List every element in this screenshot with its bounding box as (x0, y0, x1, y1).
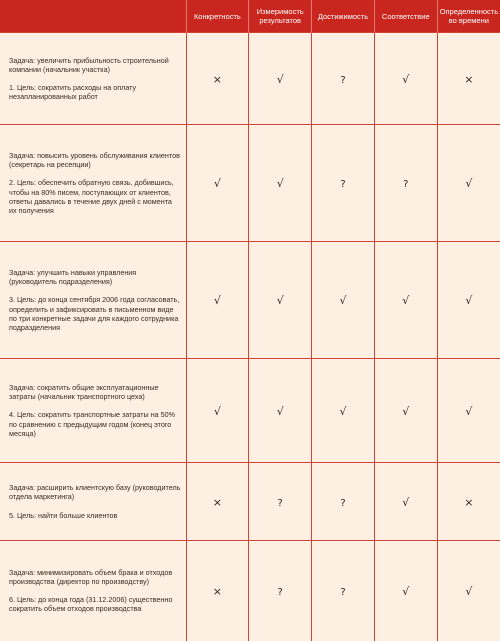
table-row (0, 242, 500, 359)
table-row (0, 463, 500, 541)
mark-cell (249, 463, 312, 541)
mark-question: ? (340, 586, 346, 598)
mark-cell (312, 541, 375, 641)
mark-cell (374, 541, 437, 641)
goal-text: 5. Цель: найти больше клиентов (9, 510, 118, 520)
mark-cell (374, 33, 437, 125)
mark-cell (437, 463, 500, 541)
mark-cell (312, 33, 375, 125)
mark-check: √ (339, 404, 347, 418)
task-cell (0, 125, 186, 242)
mark-cell (186, 463, 249, 541)
mark-cell (186, 33, 249, 125)
mark-cross: × (212, 495, 222, 509)
task-cell (0, 359, 186, 463)
mark-check: √ (339, 294, 347, 307)
mark-cell (186, 125, 249, 242)
mark-question: ? (340, 74, 346, 86)
task-cell (0, 33, 186, 125)
mark-cell (374, 359, 437, 463)
header-specificity: Конкретность (186, 0, 249, 33)
mark-cell (186, 359, 249, 463)
goal-text: 6. Цель: до конца года (31.12.2006) существенно сократить объем отходов производства (9, 595, 173, 614)
mark-check: √ (213, 404, 221, 418)
mark-check: √ (402, 404, 410, 418)
mark-question: ? (277, 586, 283, 598)
mark-check: √ (402, 495, 410, 509)
mark-check: √ (465, 404, 473, 418)
header-row (0, 0, 500, 33)
task-text: Задача: повысить уровень обслуживания клиентов (секретарь на ресепции) (9, 150, 180, 170)
mark-cell (437, 541, 500, 641)
task-cell (0, 242, 186, 359)
mark-cell (437, 125, 500, 242)
mark-cross: × (464, 495, 474, 509)
mark-cell (374, 242, 437, 359)
mark-cell (312, 242, 375, 359)
task-text: Задача: увеличить прибыльность строительной компании (начальник участка) (9, 55, 169, 74)
mark-check: √ (402, 584, 410, 598)
header-achievability: Достижимость (312, 0, 375, 33)
task-text: Задача: минимизировать объем брака и отходов производства (директор по производству) (9, 567, 173, 587)
header-task (0, 0, 186, 33)
goal-text: 4. Цель: сократить транспортные затраты на 50% по сравнению с предыдущим годом (конец этого месяца) (9, 410, 176, 438)
mark-cell (312, 359, 375, 463)
mark-cell (374, 463, 437, 541)
mark-cell (249, 541, 312, 641)
goal-text: 1. Цель: сократить расходы на оплату незапланированных работ (9, 83, 137, 102)
mark-cross: × (212, 72, 222, 86)
mark-check: √ (213, 177, 221, 190)
header-relevance: Соответствие (374, 0, 437, 33)
goal-text: 3. Цель: до конца сентября 2006 года согласовать, определить и зафиксировать в письменном виде по три конкретные задачи для каждого сотрудника подразделения (9, 295, 180, 332)
mark-question: ? (403, 179, 409, 190)
header-time-bound: Определенность во времени (437, 0, 500, 33)
task-text: Задача: сократить общие эксплуатационные затраты (начальник транспортного цеха) (9, 382, 159, 402)
mark-check: √ (276, 294, 284, 307)
mark-cell (186, 242, 249, 359)
mark-check: √ (276, 177, 284, 190)
table-row (0, 125, 500, 242)
mark-cell (249, 125, 312, 242)
mark-cell (249, 242, 312, 359)
mark-cell (437, 359, 500, 463)
mark-check: √ (465, 294, 473, 307)
header-measurability: Измеримость результатов (249, 0, 312, 33)
mark-check: √ (276, 72, 284, 86)
mark-cell (374, 125, 437, 242)
mark-question: ? (277, 497, 283, 509)
task-text: Задача: расширить клиентскую базу (руководитель отдела маркетинга) (9, 483, 181, 502)
table-row (0, 359, 500, 463)
mark-cell (186, 541, 249, 641)
mark-check: √ (465, 584, 473, 598)
goal-text: 2. Цель: обеспечить обратную связь, добившись, чтобы на 80% писем, поступающих от клиентов, ответы давались в течение двух дней с момента их получения (9, 178, 174, 215)
table-row (0, 33, 500, 125)
mark-check: √ (213, 294, 221, 307)
mark-cell (437, 242, 500, 359)
mark-check: √ (402, 294, 410, 307)
mark-check: √ (276, 404, 284, 418)
mark-cell (312, 125, 375, 242)
table-row (0, 541, 500, 641)
task-cell (0, 463, 186, 541)
mark-cross: × (464, 72, 474, 86)
mark-cell (249, 33, 312, 125)
mark-check: √ (465, 177, 473, 190)
mark-cell (249, 359, 312, 463)
mark-cell (312, 463, 375, 541)
mark-cell (437, 33, 500, 125)
task-cell (0, 541, 186, 641)
mark-cross: × (212, 584, 222, 598)
mark-check: √ (402, 72, 410, 86)
task-text: Задача: улучшить навыки управления (руководитель подразделения) (9, 267, 137, 287)
mark-question: ? (340, 497, 346, 509)
mark-question: ? (340, 179, 346, 190)
